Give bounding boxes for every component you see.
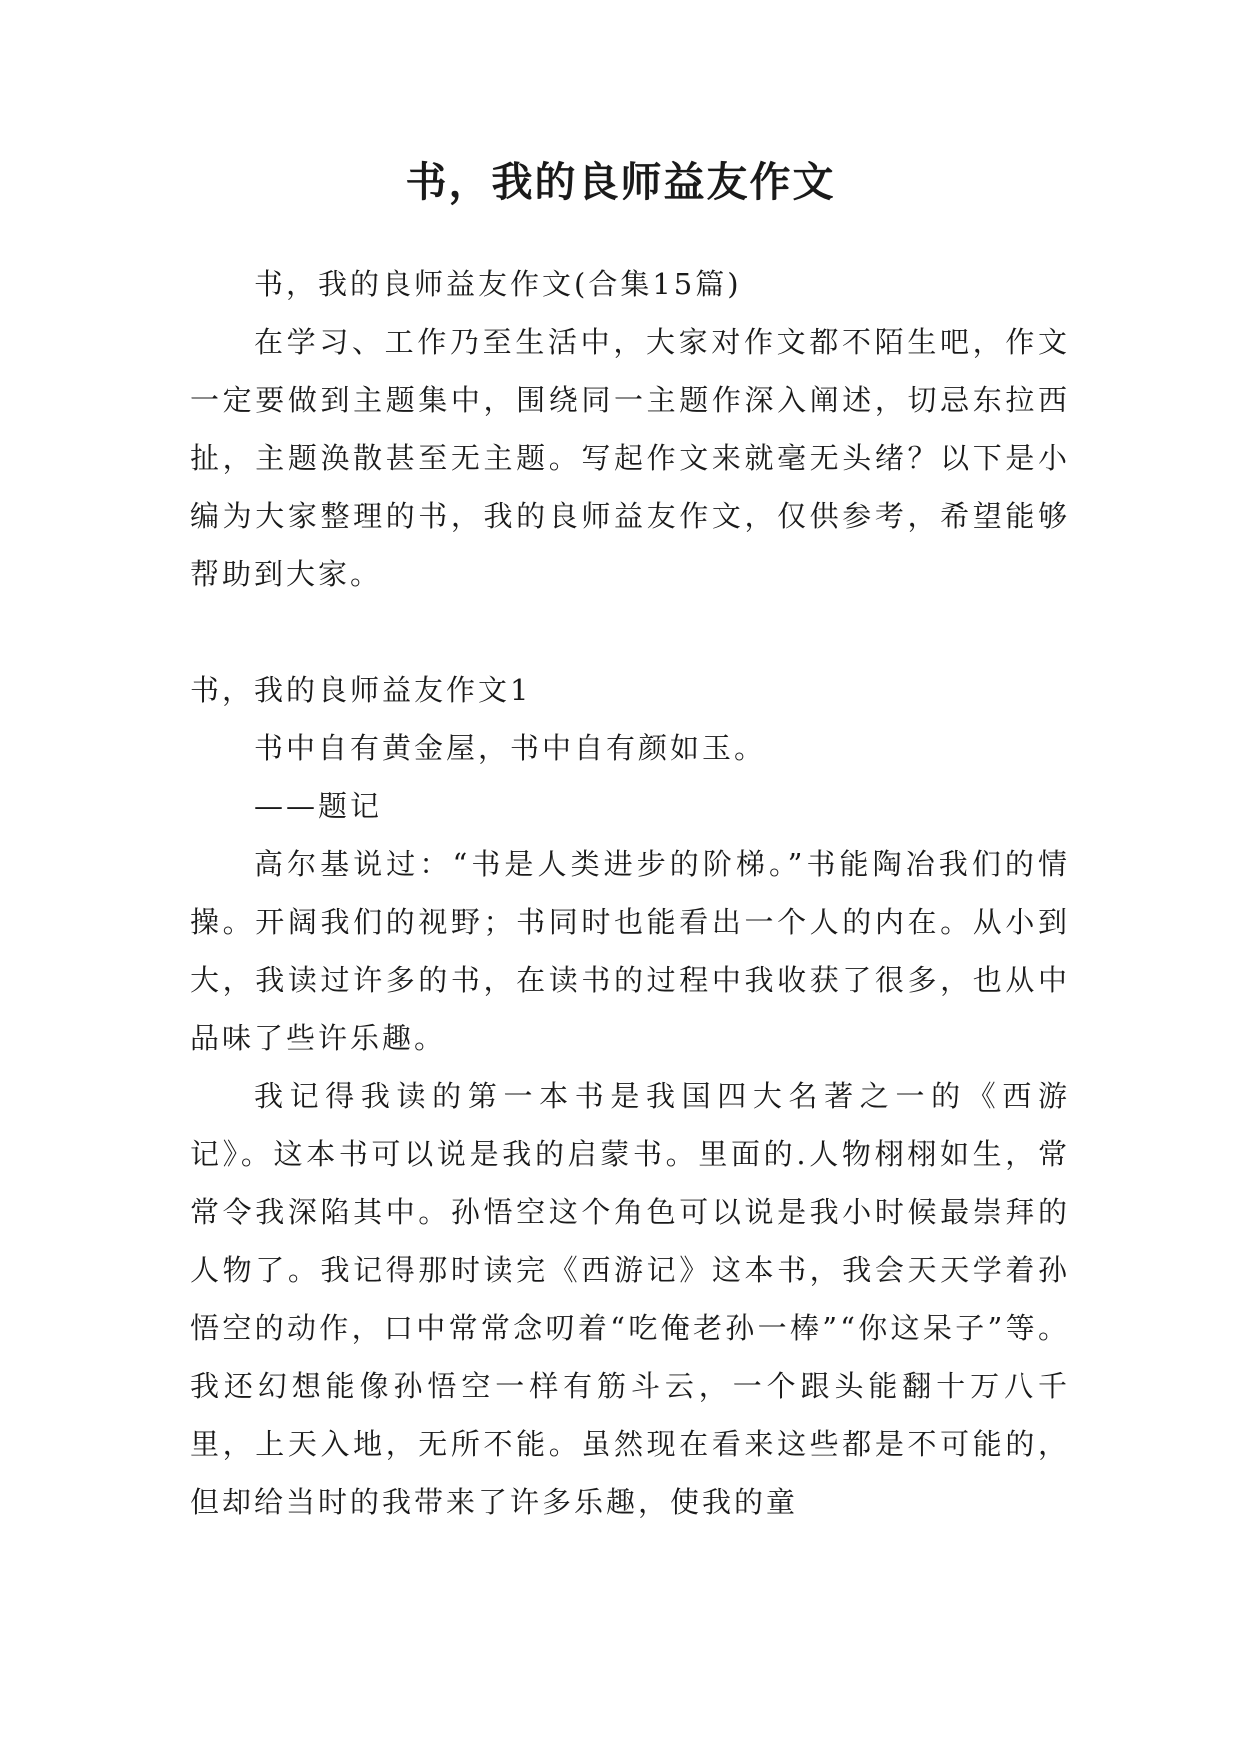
paragraph-epigraph: 书中自有黄金屋，书中自有颜如玉。	[254, 731, 767, 765]
paragraph-epigraph-source: ——题记	[254, 789, 383, 823]
document-title: 书，我的良师益友作文	[405, 158, 836, 206]
paragraph-collection-title: 书，我的良师益友作文(合集15篇)	[254, 267, 742, 301]
paragraph-body-2: 我记得我读的第一本书是我国四大名著之一的《西游记》。这本书可以说是我的启蒙书。里面的.人物栩栩如生，常常令我深陷其中。孙悟空这个角色可以说是我小时候最崇拜的人物了。我记得那时读完《西游记》这本书，我会天天学着孙悟空的动作，口中常常念叨着“吃俺老孙一棒”“你这呆子”等。我还幻想能像孙悟空一样有筋斗云，一个跟头能翻十万八千里，上天入地，无所不能。虽然现在看来这些都是不可能的，但却给当时的我带来了许多乐趣，使我的童	[190, 1079, 1070, 1519]
paragraph-spacer	[190, 603, 1070, 661]
paragraph-intro: 在学习、工作乃至生活中，大家对作文都不陌生吧，作文一定要做到主题集中，围绕同一主题作深入阐述，切忌东拉西扯，主题涣散甚至无主题。写起作文来就毫无头绪？以下是小编为大家整理的书，我的良师益友作文，仅供参考，希望能够帮助到大家。	[190, 325, 1070, 591]
paragraph-body-1: 高尔基说过：“书是人类进步的阶梯。”书能陶冶我们的情操。开阔我们的视野；书同时也能看出一个人的内在。从小到大，我读过许多的书，在读书的过程中我收获了很多，也从中品味了些许乐趣。	[190, 847, 1070, 1055]
section-heading: 书，我的良师益友作文1	[190, 673, 532, 707]
document-body	[190, 255, 1070, 1531]
